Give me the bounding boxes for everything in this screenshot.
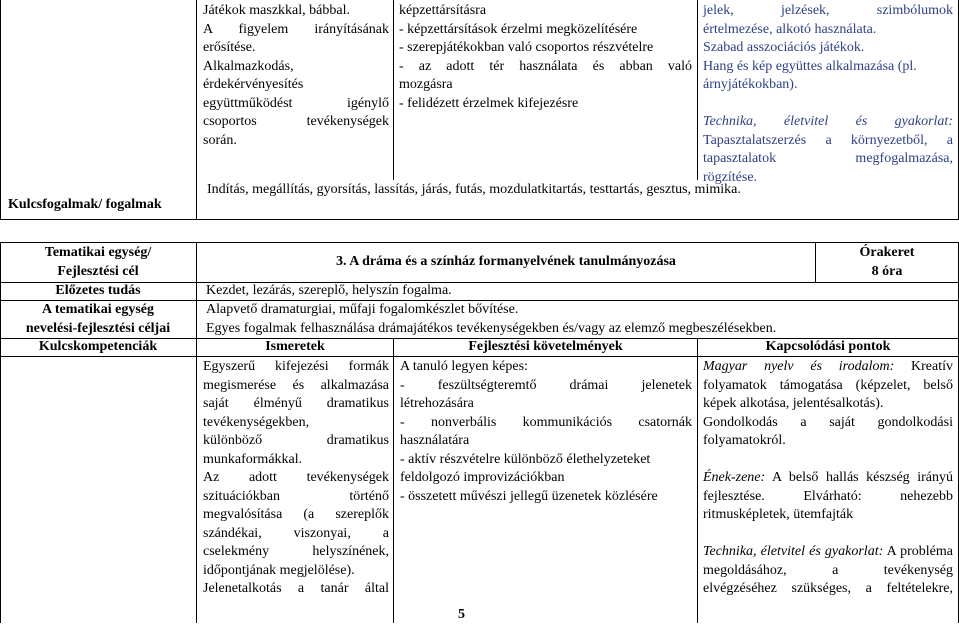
text-line: megoldásához, a tevékenység [703,562,953,578]
text-line: elvégzéséhez szükséges, a feltételekre, [703,581,953,596]
text-line: - nonverbális kommunikációs csatornák [400,414,692,430]
text-line: megvalósítása (a szereplők [203,507,389,522]
top-col2-text [399,2,692,113]
top-table-bottom-border [0,219,959,220]
text-line: képzettársításra [399,3,487,18]
text-line: munkaformákkal. [203,451,303,467]
text-line: tapasztalatok megfogalmazása, [703,151,953,166]
text-line: megismerése és alkalmazása [203,377,389,393]
spacer-line [703,525,953,544]
text-line: - felidézett érzelmek kifejezésre [399,95,579,111]
text-line [703,543,953,562]
text-line: - az adott tér használata és abban való [399,58,692,74]
top-table-divider-1 [196,0,197,220]
text-line: A figyelem irányításának [203,21,389,37]
subject-name: Magyar nyelv és irodalom: [703,359,895,374]
text-line: feldolgozó improvizációkban [400,470,565,485]
page-number: 5 [458,607,465,622]
kapcsolodasi-text [703,358,953,599]
text-line [703,469,953,488]
top-table-left-border [0,0,1,220]
text-line: árnyjátékokban). [703,77,798,92]
text-line: csoportos tevékenységek [203,114,389,129]
text-fragment: Kreatív [911,359,954,374]
text-line: Tapasztalatszerzés a környezetből, a [703,132,953,148]
text-line: cselekmény helyszínének, [203,544,389,559]
top-col3-text [703,2,953,187]
text-fragment: A probléma [886,544,953,559]
unit-title: 3. A dráma és a színház formanyelvének tanulmányozása [336,254,676,269]
text-line: Szabad asszociációs játékok. [703,40,865,55]
text-line: Játékok maszkkal, bábbal. [203,3,350,18]
elozetes-text: Kezdet, lezárás, szereplő, helyszín fogalma. [206,283,452,298]
celjai-text-line2: Egyes fogalmak felhasználása drámajátékos tevékenységekben és/vagy az elemző megbeszélésekben. [206,320,777,336]
text-line: fejlesztése. Elvárható: nehezebb [703,488,953,504]
text-line: ritmusképletek, ütemfajták [703,507,854,522]
text-line: tevékenységekben, [203,414,310,430]
text-line: erősítése. [203,40,256,55]
text-line: rögzítése. [703,169,758,185]
header-kapcsolodasi: Kapcsolódási pontok [765,339,891,354]
unit-label [0,244,196,281]
orakeret [816,244,958,281]
text-line: - aktív részvételre különböző élethelyzeteket [400,451,651,467]
celjai-label-line1: A tematikai egység [42,302,154,317]
celjai-text [206,301,776,338]
text-fragment: A belső hallás készség irányú [771,470,953,485]
text-line: jelek, jelzések, szimbólumok [703,3,953,18]
celjai-text-line1: Alapvető dramaturgiai, műfaji fogalomkészlet bővítése. [206,302,519,317]
text-line: Egyszerű kifejezési formák [203,359,389,374]
kulcsfogalmak-text: Indítás, megállítás, gyorsítás, lassítás, járás, futás, mozdulatkitartás, testtartás, gesztus, mimika. [207,182,741,197]
spacer-line [703,451,953,470]
top-table-divider-3 [697,0,698,180]
text-line: Az adott tevékenységek [203,470,389,485]
kulcsfogalmak-label: Kulcsfogalmak/ fogalmak [8,197,162,212]
text-line: szituációkban történő [203,488,389,504]
subject-name: Ének-zene: [703,470,766,485]
text-line: - szerepjátékokban való csoportos részvételre [399,40,654,55]
italic-heading: Technika, életvitel és gyakorlat: [703,114,953,129]
text-line: Alkalmazkodás, [203,58,294,74]
header-kulcskompetenciak: Kulcskompetenciák [38,339,158,354]
text-line: mozgásra [399,77,453,92]
text-line: érdekérvényesítés [203,77,304,92]
unit-table-divider-2 [393,338,394,623]
celjai-label [0,301,196,338]
elozetes-label: Előzetes tudás [55,283,141,298]
text-line: folyamatok támogatása (képzelet, belső [703,377,953,393]
text-line: - képzettársítások érzelmi megközelítésére [399,21,638,37]
unit-label-line2: Fejlesztési cél [57,263,139,279]
unit-table-divider-3 [697,338,698,623]
text-line: használatára [400,433,470,448]
text-line: Gondolkodás a saját gondolkodási [703,414,953,430]
orakeret-value: 8 óra [871,263,903,279]
text-line: képek alkotása, jelentésalkotás). [703,396,884,411]
text-line: Jelenetalkotás a tanár által [203,581,389,596]
text-line: együttműködést igénylő [203,95,389,111]
ismeretek-text [203,358,389,599]
text-line [703,358,953,377]
text-line: A tanuló legyen képes: [400,359,528,374]
text-line: során. [203,132,237,148]
text-line: Hang és kép együttes alkalmazása (pl. [703,58,917,74]
top-col1-text [203,2,389,150]
subject-name: Technika, életvitel és gyakorlat: [703,544,884,559]
spacer-line [703,95,953,114]
kovetelmenyek-text [400,358,692,506]
text-line: - összetett művészi jellegű üzenetek közlésére [400,488,658,504]
text-line: szándékai, viszonyai, a [203,525,389,541]
text-line: értelmezése, alkotó használata. [703,21,877,37]
text-line: különböző dramatikus [203,433,389,448]
unit-table-divider-1 [196,242,197,623]
orakeret-label: Órakeret [859,245,915,260]
unit-label-line1: Tematikai egység/ [44,245,152,260]
text-line: folyamatokról. [703,433,786,448]
header-ismeretek: Ismeretek [265,339,325,354]
text-line: létrehozására [400,396,474,411]
header-kovetelmenyek: Fejlesztési követelmények [468,339,623,354]
celjai-label-line2: nevelési-fejlesztési céljai [25,320,171,336]
top-table-divider-2 [393,0,394,180]
text-line: saját élményű dramatikus [203,396,389,411]
text-line: időpontjának megjelölése). [203,562,355,578]
text-line: - feszültségteremtő drámai jelenetek [400,377,692,393]
